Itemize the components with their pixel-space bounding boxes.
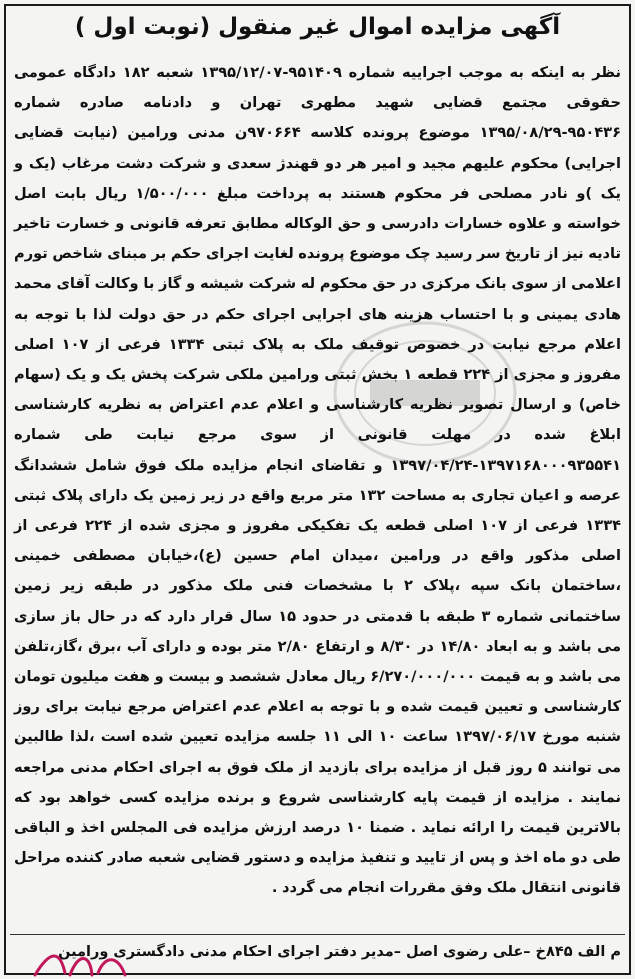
notice-body	[14, 58, 621, 904]
footer-divider	[10, 934, 625, 935]
notice-signature: م الف ۸۴۵خ –علی رضوی اصل –مدیر دفتر اجرای احکام مدنی دادگستری ورامین	[58, 944, 621, 960]
notice-paragraph: نظر به اینکه به موجب اجراییه شماره ۹۵۱۴۰۹-۱۳۹۵/۱۲/۰۷ شعبه ۱۸۲ دادگاه عمومی حقوقی مجتمع قضایی شهید مطهری تهران و دادنامه صادره شماره ۹۵۰۴۳۶-۱۳۹۵/۰۸/۲۹ موضوع پرونده کلاسه ۹۷۰۶۶۴ن مدنی ورامین (نیابت قضایی اجرایی) محکوم علیهم مجید و امیر هر دو قهندژ سعدی و شرکت دشت مرغاب (یک و یک )و نادر مصلحی فر محکوم هستند به پرداخت مبلغ ۱/۵۰۰/۰۰۰ ریال بابت اصل خواسته و علاوه خسارات دادرسی و حق الوکاله مطابق تعرفه قانونی و خسارت تاخیر تادیه نیز از تاریخ سر رسید چک موضوع پرونده لغایت اجرای حکم بر مبنای شاخص تورم اعلامی از سوی بانک مرکزی در حق محکوم له شرکت شیشه و گاز با وکالت آقای محمد هادی یمینی و با احتساب هزینه های اجرایی اجرای حکم در حق دولت لذا با توجه به اعلام مرجع نیابت در خصوص توقیف ملک به پلاک ثبتی ۱۳۳۴ فرعی از ۱۰۷ اصلی مفروز و مجزی از ۲۲۴ قطعه ۱ بخش ثبتی ورامین ملکی شرکت پخش یک و یک (سهام خاص) و ارسال تصویر نظریه کارشناسی و اعلام عدم اعتراض به نظریه کارشناسی ابلاغ شده در مهلت قانونی از سوی مرجع نیابت طی شماره ۱۳۹۷۱۶۸۰۰۰۹۳۵۵۴۱-۱۳۹۷/۰۴/۲۴ و تقاضای انجام مزایده ملک فوق شامل ششدانگ عرصه و اعیان تجاری به مساحت ۱۳۲ متر مربع واقع در زیر زمین یک دارای پلاک ثبتی ۱۳۳۴ فرعی از ۱۰۷ اصلی قطعه یک تفکیکی مفروز و مجزی شده از ۲۲۴ فرعی از اصلی مذکور واقع در ورامین ،میدان امام حسین (ع)،خیابان مصطفی خمینی ،ساختمان بانک سپه ،پلاک ۲ با مشخصات فنی ملک مذکور در طبقه زیر زمین ساختمانی شماره ۳ طبقه با قدمتی در حدود ۱۵ سال قرار دارد که در حال باز سازی می باشد و به ابعاد ۱۴/۸۰ در ۸/۳۰ و ارتفاع ۲/۸۰ متر بوده و دارای آب ،برق ،گاز،تلفن می باشد و به قیمت ۶/۲۷۰/۰۰۰/۰۰۰ ریال معادل ششصد و بیست و هفت میلیون تومان کارشناسی و تعیین قیمت شده و با توجه به اعلام عدم اعتراض مرجع نیابت برای روز شنبه مورخ ۱۳۹۷/۰۶/۱۷ ساعت ۱۰ الی ۱۱ جلسه مزایده تعیین شده است ،لذا طالبین می توانند ۵ روز قبل از مزایده برای بازدید از ملک فوق به اجرای احکام مدنی مراجعه نمایند . مزایده از قیمت پایه کارشناسی شروع و برنده مزایده کسی خواهد بود که بالاترین قیمت را ارائه نماید . ضمنا ۱۰ درصد ارزش مزایده فی المجلس اخذ و الباقی طی دو ماه اخذ و پس از تایید و تنفیذ مزایده و دستور قضایی شعبه صادر کننده مراحل قانونی انتقال ملک وفق مقررات انجام می گردد .	[14, 64, 622, 897]
notice-title: آگهی مزایده اموال غیر منقول (نوبت اول )	[74, 14, 561, 40]
